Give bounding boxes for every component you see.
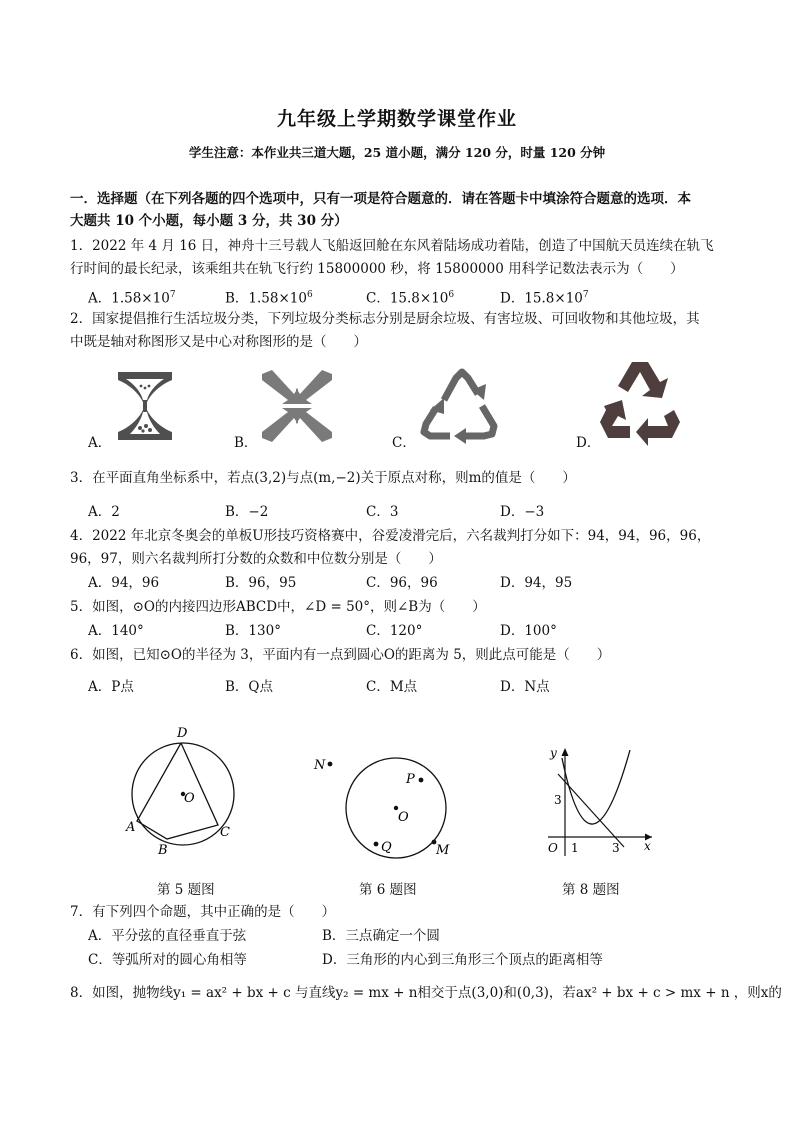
q4-option-a: A．94，96: [88, 575, 160, 591]
fig8-label-x: x: [644, 839, 651, 853]
fig6-label-n: N: [314, 758, 326, 773]
q2-option-b: B．: [234, 435, 258, 451]
fig8-label-o: O: [548, 841, 558, 855]
q7-option-b: B．三点确定一个圆: [322, 928, 440, 944]
q2-option-c: C．: [392, 435, 416, 451]
fig5-label-b: B: [158, 843, 168, 858]
fig6-label-q: Q: [381, 840, 392, 855]
q1-option-b: B．$1.58\times 10^6$: [225, 290, 313, 307]
fig8-label-three-y: 3: [554, 793, 562, 807]
figure-6-circle-points: [308, 752, 458, 867]
q1-option-d: D．$15.8\times 10^7$: [500, 290, 589, 307]
q6-option-d: D．N点: [500, 679, 550, 695]
section-heading-line2: 大题共 10 个小题，每小题 3 分，共 30 分）: [70, 213, 348, 229]
q3-option-b: B．−2: [225, 504, 269, 520]
q5-stem: 5．如图，⊙O的内接四边形ABCD中，∠D = 50°，则∠B为（ ）: [70, 599, 486, 615]
figure-8-caption: 第 8 题图: [562, 882, 620, 898]
fig8-label-three-x: 3: [612, 841, 620, 855]
q6-option-b: B．Q点: [225, 679, 273, 695]
fig6-label-p: P: [406, 772, 415, 787]
q1-option-a: A．$1.58\times 10^7$: [88, 290, 176, 307]
figure-8-parabola-line: [540, 744, 660, 864]
q3-option-c: C．3: [366, 504, 399, 520]
fig6-label-m: M: [436, 843, 450, 858]
q5-option-c: C．120°: [366, 623, 423, 639]
fig5-label-a: A: [126, 820, 136, 835]
figure-5-caption: 第 5 题图: [157, 882, 215, 898]
q7-option-d: D．三角形的内心到三角形三个顶点的距离相等: [322, 952, 603, 968]
q8-stem: 8．如图，抛物线y₁ = ax² + bx + c 与直线y₂ = mx + n相交于点(3,0)和(0,3)，若ax² + bx + c > mx + n ，则x的: [70, 985, 782, 1001]
q1-option-c: C．$15.8\times 10^6$: [366, 290, 455, 307]
q6-option-a: A．P点: [88, 679, 134, 695]
q2-option-d: D．: [576, 435, 601, 451]
kitchen-waste-icon: [112, 368, 178, 444]
fig8-label-one: 1: [571, 841, 579, 855]
q2-stem-line2: 中既是轴对称图形又是中心对称图形的是（ ）: [70, 334, 367, 350]
q4-stem-line2: 96，97，则六名裁判所打分数的众数和中位数分别是（ ）: [70, 551, 442, 567]
q2-stem-line1: 2．国家提倡推行生活垃圾分类，下列垃圾分类标志分别是厨余垃圾、有害垃圾、可回收物和其他垃圾，其: [70, 311, 700, 327]
q7-option-c: C．等弧所对的圆心角相等: [88, 952, 247, 968]
q1-stem-line1: 1．2022 年 4 月 16 日，神舟十三号载人飞船返回舱在东风着陆场成功着陆，创造了中国航天员连续在轨飞: [70, 238, 714, 254]
q4-option-d: D．94，95: [500, 575, 573, 591]
q3-option-a: A．2: [88, 504, 120, 520]
hazardous-waste-icon: [258, 368, 336, 444]
q7-option-a: A．平分弦的直径垂直于弦: [88, 928, 247, 944]
exam-notice: 学生注意：本作业共三道大题，25 道小题，满分 120 分，时量 120 分钟: [188, 145, 606, 160]
figure-6-caption: 第 6 题图: [359, 882, 417, 898]
section-heading-line1: 一．选择题（在下列各题的四个选项中，只有一项是符合题意的．请在答题卡中填涂符合题意的选项．本: [70, 191, 691, 207]
q2-option-a: A．: [88, 435, 112, 451]
q6-stem: 6．如图，已知⊙O的半径为 3，平面内有一点到圆心O的距离为 5，则此点可能是（ ）: [70, 647, 611, 663]
q7-stem: 7．有下列四个命题，其中正确的是（ ）: [70, 904, 336, 920]
q5-option-a: A．140°: [88, 623, 144, 639]
other-waste-icon: [598, 360, 682, 446]
q4-stem-line1: 4．2022 年北京冬奥会的单板U形技巧资格赛中，谷爱凌滑完后，六名裁判打分如下：94，94，96，96，: [70, 528, 711, 544]
fig5-label-c: C: [220, 825, 230, 840]
q3-stem: 3．在平面直角坐标系中，若点(3,2)与点(m,−2)关于原点对称，则m的值是（ ）: [70, 470, 576, 486]
q5-option-d: D．100°: [500, 623, 557, 639]
fig6-label-o: O: [398, 810, 409, 825]
q1-stem-line2: 行时间的最长纪录，该乘组共在轨飞行约 15800000 秒，将 15800000 用科学记数法表示为（ ）: [70, 261, 684, 277]
fig5-label-o: O: [184, 791, 195, 806]
figure-5-inscribed-quadrilateral: [118, 722, 248, 862]
q5-option-b: B．130°: [225, 623, 281, 639]
q6-option-c: C．M点: [366, 679, 418, 695]
page-title: 九年级上学期数学课堂作业: [276, 108, 517, 130]
q4-option-c: C．96，96: [366, 575, 438, 591]
recyclable-icon: [414, 362, 506, 446]
fig8-label-y: y: [550, 746, 557, 760]
q3-option-d: D．−3: [500, 504, 545, 520]
q4-option-b: B．96，95: [225, 575, 297, 591]
fig5-label-d: D: [177, 726, 188, 741]
